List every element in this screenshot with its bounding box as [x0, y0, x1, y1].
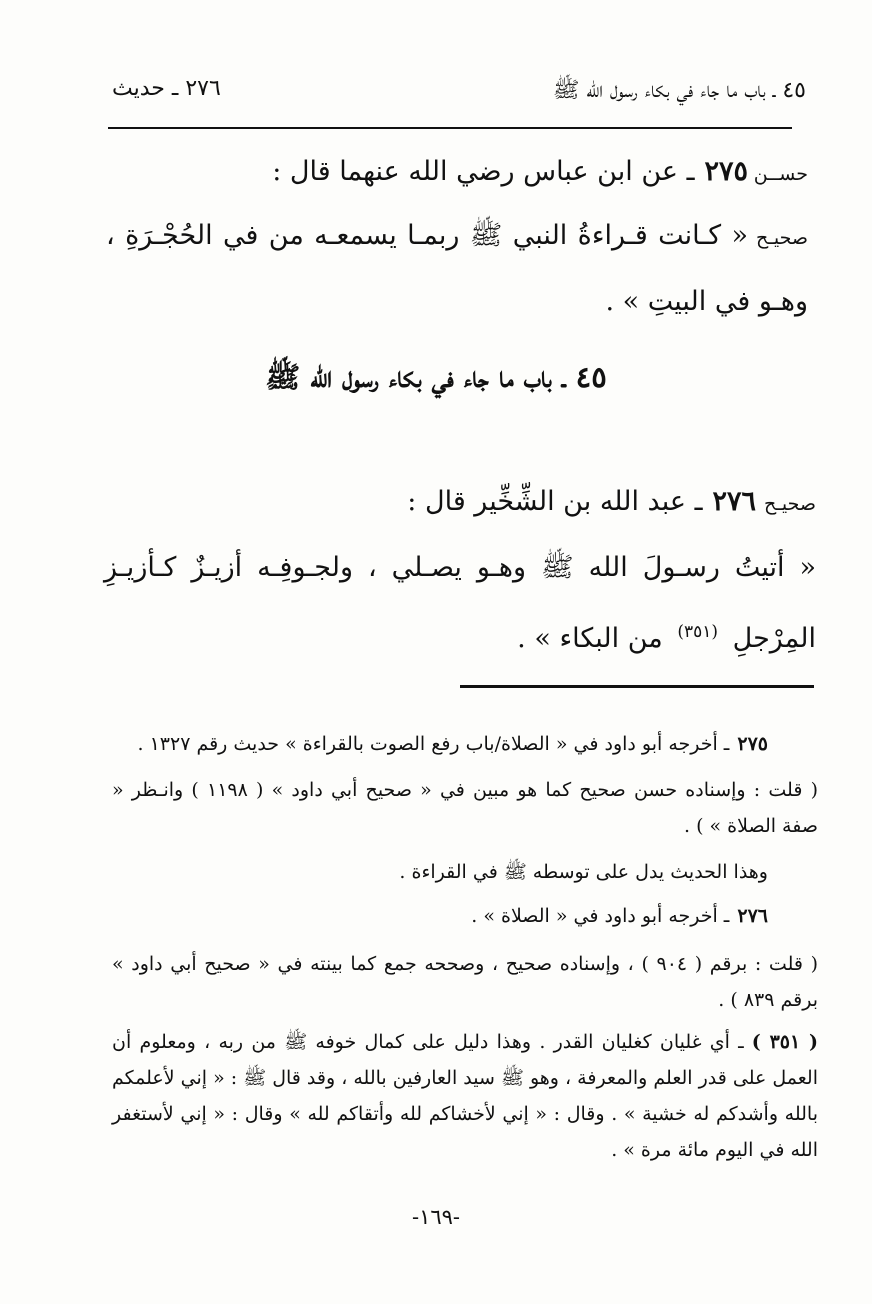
hadith-275-block: [106, 140, 808, 334]
page-number: -١٦٩-: [411, 1205, 461, 1229]
grade-label-sahih: صحيـح: [756, 227, 808, 249]
hadith-number: ٢٧٦: [712, 486, 756, 517]
footnote-number: ٢٧٦: [737, 905, 768, 927]
chapter-heading: ٤٥ ـ باب ما جاء في بكاء رسول الله ﷺ: [265, 360, 607, 394]
grade-label-sahih: صحيـح: [764, 493, 816, 515]
hadith-276-heading: [104, 470, 816, 536]
hadith-text: « كـانت قـراءةُ النبي ﷺ ربمـا يسمعـه من في الحُجْـرَةِ ، وهـو في البيتِ » .: [106, 220, 808, 317]
running-header-hadith-range: ٢٧٦ ـ حديث: [112, 76, 221, 101]
hadith-275-heading: [106, 140, 808, 204]
footnote-divider: [460, 685, 814, 688]
footnote-276-note: ( قلت : برقم ( ٩٠٤ ) ، وإسناده صحيح ، وصححه جمع كما بينته في « صحيح أبي داود » برقم ٨٣٩ ) .: [112, 953, 818, 1011]
hadith-text-part-2: من البكاء » .: [517, 623, 663, 654]
header-divider: [108, 127, 792, 129]
footnote-number: ٢٧٥: [737, 733, 768, 755]
hadith-276-block: [104, 470, 816, 671]
hadith-narrator: ـ عن ابن عباس رضي الله عنهما قال :: [272, 156, 695, 187]
footnote-275-extra: وهذا الحديث يدل على توسطه ﷺ في القراءة .: [399, 861, 768, 883]
hadith-number: ٢٧٥: [704, 156, 748, 187]
hadith-275-text: [106, 204, 808, 334]
footnote-text: ـ أخرجه أبو داود في « الصلاة » .: [471, 905, 730, 927]
hadith-text-part-1: « أتيتُ رسـولَ الله ﷺ وهـو يصـلي ، ولجـوفِـه أزيـزٌ كـأزيـزِ المِرْجلِ: [104, 552, 816, 654]
running-header-chapter: ٤٥ ـ باب ما جاء في بكاء رسول الله ﷺ: [552, 78, 806, 103]
grade-label-hasan: حســن: [753, 163, 808, 185]
footnote-text: ـ أي غليان كغليان القدر . وهذا دليل على كمال خوفه ﷺ من ربه ، ومعلوم أن العمل على قدر العلم والمعرفة ، وهو ﷺ سيد العارفين بالله ، وقد قال ﷺ : « إني لأعلمكم بالله وأشدكم له خشية » . وقال : « إني لأخشاكم لله وأتقاكم لله » وقال : « إني لأستغفر الله في اليوم مائة مرة » .: [112, 1031, 818, 1161]
footnote-number: ( ٣٥١ ): [751, 1031, 819, 1053]
footnote-276: [112, 898, 768, 934]
footnote-text: ـ أخرجه أبو داود في « الصلاة/باب رفع الصوت بالقراءة » حديث رقم ١٣٢٧ .: [137, 733, 730, 755]
footnote-351: [112, 1024, 818, 1168]
footnote-275: [112, 726, 768, 762]
hadith-276-text: [104, 536, 816, 671]
footnote-reference[interactable]: (٣٥١): [677, 622, 719, 642]
hadith-narrator: ـ عبد الله بن الشِّخِّير قال :: [407, 486, 703, 517]
footnote-275-note: ( قلت : وإسناده حسن صحيح كما هو مبين في « صحيح أبي داود » ( ١١٩٨ ) وانـظر « صفة الصلاة » ) .: [112, 779, 819, 837]
